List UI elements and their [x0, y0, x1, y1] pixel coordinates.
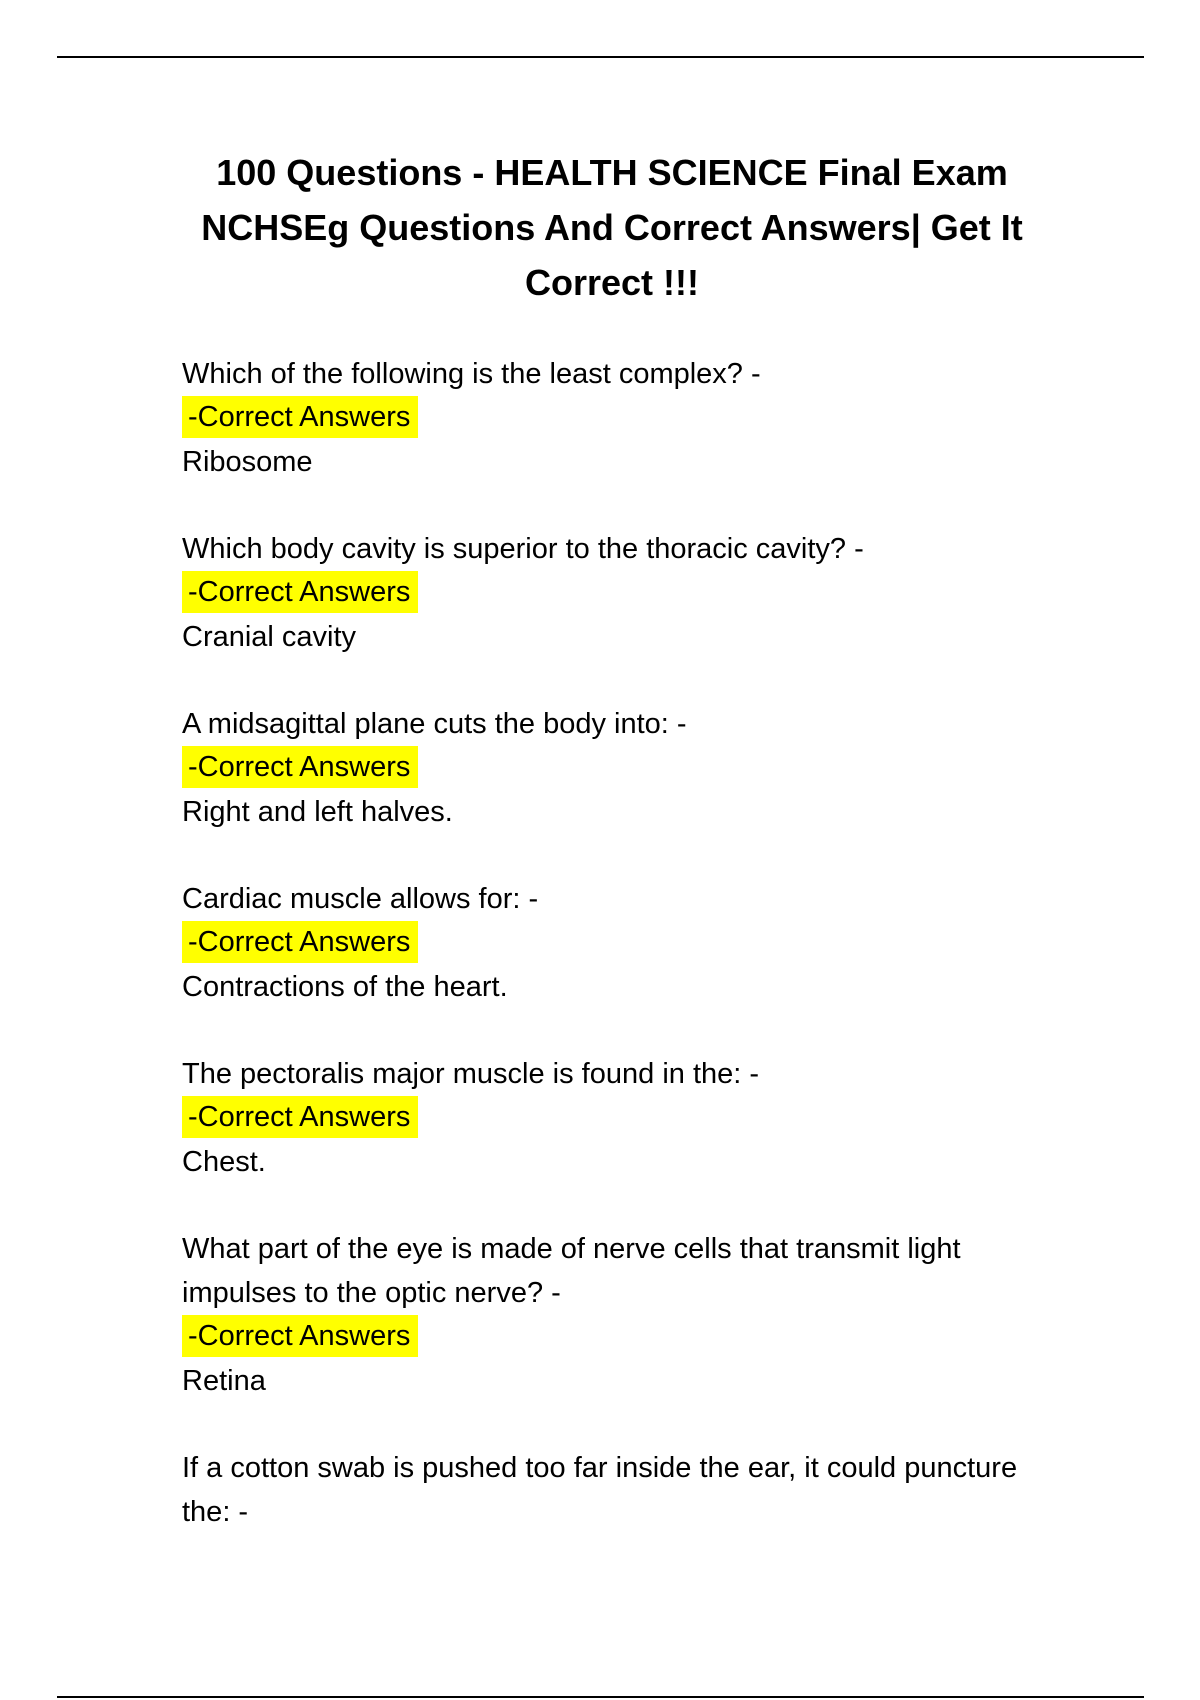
correct-answers-label: -Correct Answers [182, 396, 418, 438]
question-text: Which of the following is the least complex? - [182, 358, 761, 390]
correct-answers-label: -Correct Answers [182, 921, 418, 963]
correct-answers-label: -Correct Answers [182, 1315, 418, 1357]
qa-item [182, 352, 1042, 484]
answer-text: Contractions of the heart. [182, 971, 508, 1003]
document-title: 100 Questions - HEALTH SCIENCE Final Exam NCHSEg Questions And Correct Answers| Get It Correct !!! [201, 152, 1023, 303]
correct-answers-label: -Correct Answers [182, 571, 418, 613]
qa-item [182, 877, 1042, 1009]
question-text: Cardiac muscle allows for: - [182, 883, 539, 915]
correct-answers-label: -Correct Answers [182, 1096, 418, 1138]
answer-text: Cranial cavity [182, 621, 357, 653]
question-text: A midsagittal plane cuts the body into: - [182, 708, 687, 740]
answer-text: Right and left halves. [182, 796, 453, 828]
correct-answers-label: -Correct Answers [182, 746, 418, 788]
answer-text: Chest. [182, 1146, 266, 1178]
qa-item [182, 1227, 1042, 1403]
question-text: The pectoralis major muscle is found in the: - [182, 1058, 760, 1090]
qa-item [182, 1052, 1042, 1184]
footer-rule [57, 1696, 1144, 1698]
document-body [182, 145, 1042, 1577]
header-rule [57, 56, 1144, 58]
question-text: What part of the eye is made of nerve cells that transmit light impulses to the optic nerve? - [182, 1233, 961, 1309]
qa-item [182, 527, 1042, 659]
qa-item [182, 1446, 1042, 1534]
qa-item [182, 702, 1042, 834]
answer-text: Ribosome [182, 446, 313, 478]
question-text: Which body cavity is superior to the thoracic cavity? - [182, 533, 864, 565]
answer-text: Retina [182, 1365, 266, 1397]
question-text: If a cotton swab is pushed too far inside the ear, it could puncture the: - [182, 1452, 1018, 1528]
